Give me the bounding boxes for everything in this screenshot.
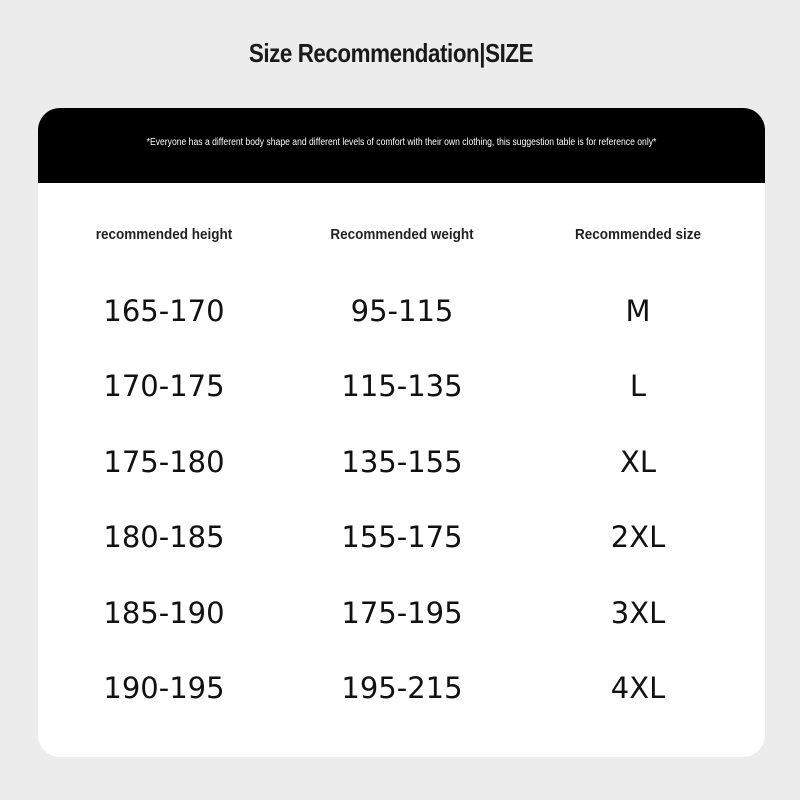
header-size: Recommended size	[574, 226, 702, 243]
weight-cell: 155-175	[341, 520, 463, 554]
size-chart-card	[38, 108, 765, 757]
disclaimer-banner	[38, 108, 765, 183]
size-cell: M	[625, 294, 651, 328]
page-title: Size Recommendation|SIZE	[248, 38, 534, 68]
weight-cell: 195-215	[341, 671, 463, 705]
height-cell: 185-190	[103, 596, 225, 630]
weight-cell: 115-135	[341, 369, 463, 403]
height-cell: 175-180	[103, 445, 225, 479]
height-cell: 165-170	[103, 294, 225, 328]
weight-cell: 175-195	[341, 596, 463, 630]
header-weight: Recommended weight	[330, 226, 474, 243]
height-cell: 180-185	[103, 520, 225, 554]
disclaimer-text: *Everyone has a different body shape and different levels of comfort with their own clothing, this suggestion table is for reference only*	[146, 137, 657, 148]
weight-cell: 135-155	[341, 445, 463, 479]
size-cell: L	[629, 369, 647, 403]
height-cell: 190-195	[103, 671, 225, 705]
size-cell: 3XL	[610, 596, 666, 630]
height-cell: 170-175	[103, 369, 225, 403]
size-cell: 2XL	[610, 520, 666, 554]
size-cell: 4XL	[610, 671, 666, 705]
weight-cell: 95-115	[350, 294, 454, 328]
header-height: recommended height	[95, 226, 233, 243]
size-cell: XL	[619, 445, 657, 479]
